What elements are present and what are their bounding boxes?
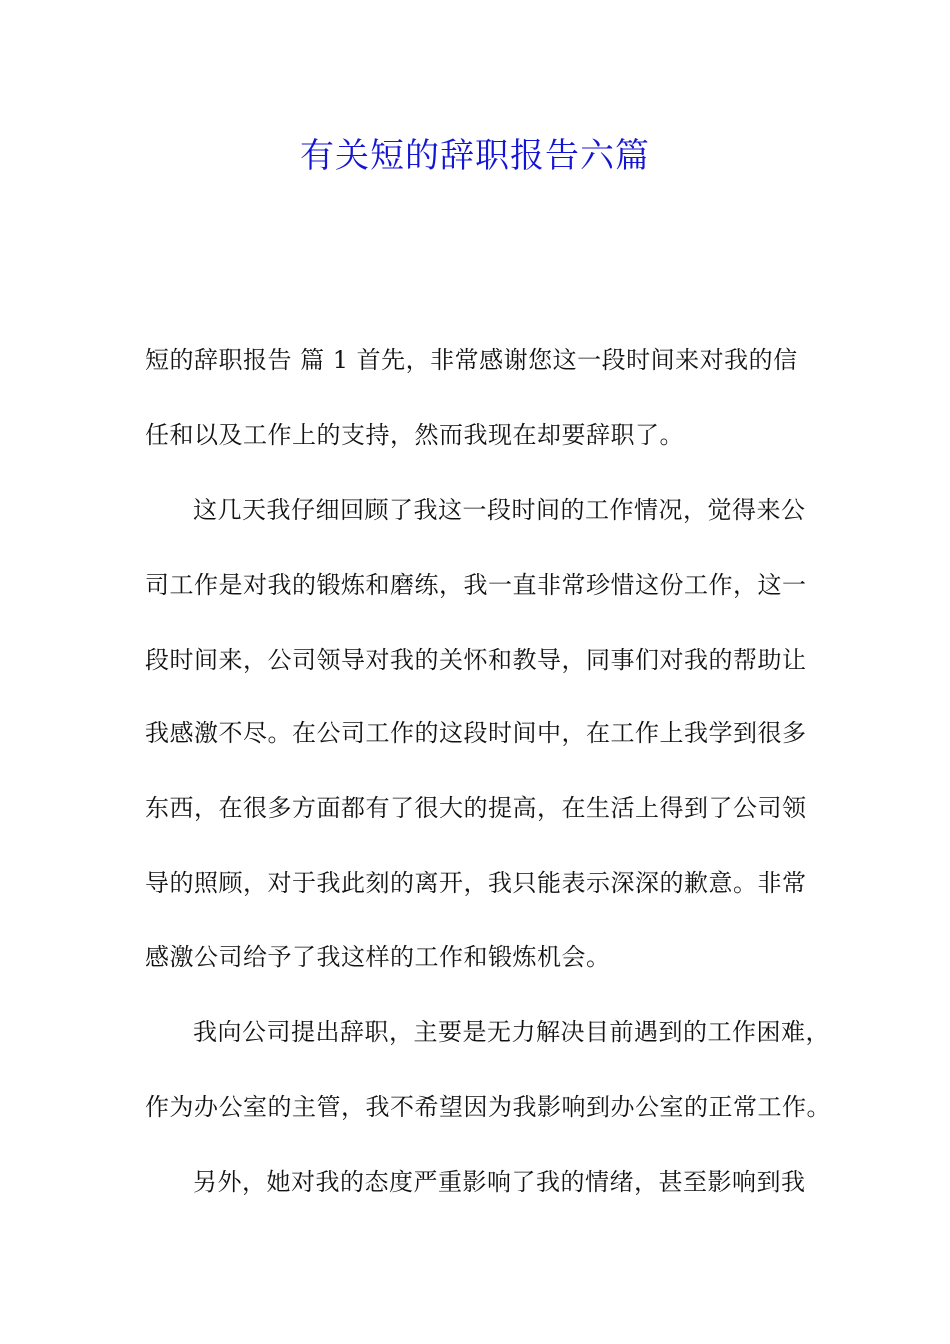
document-title: 有关短的辞职报告六篇 [300,136,650,176]
paragraph-line: 导的照顾，对于我此刻的离开，我只能表示深深的歉意。非常 [145,869,807,897]
paragraph-line: 这几天我仔细回顾了我这一段时间的工作情况，觉得来公 [193,496,806,524]
paragraph-line: 作为办公室的主管，我不希望因为我影响到办公室的正常工作。 [145,1093,831,1121]
paragraph-line: 我向公司提出辞职，主要是无力解决目前遇到的工作困难， [193,1018,830,1046]
paragraph-line: 我感激不尽。在公司工作的这段时间中，在工作上我学到很多 [145,719,807,747]
paragraph-line: 东西，在很多方面都有了很大的提高，在生活上得到了公司领 [145,794,807,822]
paragraph-line: 司工作是对我的锻炼和磨练，我一直非常珍惜这份工作，这一 [145,571,807,599]
paragraph-line: 另外，她对我的态度严重影响了我的情绪，甚至影响到我 [193,1168,806,1196]
paragraph-line: 任和以及工作上的支持，然而我现在却要辞职了。 [145,421,684,449]
paragraph-line: 感激公司给予了我这样的工作和锻炼机会。 [145,943,611,971]
paragraph-line: 短的辞职报告 篇 1 首先，非常感谢您这一段时间来对我的信 [145,346,798,374]
paragraph-line: 段时间来，公司领导对我的关怀和教导，同事们对我的帮助让 [145,646,807,674]
